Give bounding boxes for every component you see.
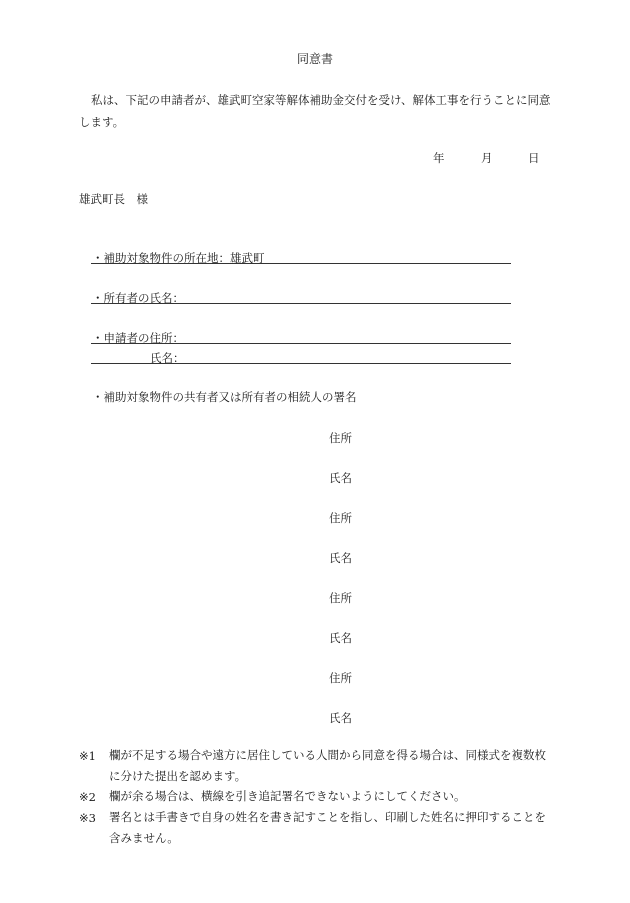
applicant-address-label: ・申請者の住所： (92, 331, 184, 345)
cosigner-heading: ・補助対象物件の共有者又は所有者の相続人の署名 (92, 390, 357, 404)
signature-address-label: 住所 (329, 591, 352, 605)
note-text: 欄が余る場合は、横線を引き追記署名できないようにしてください。 (109, 789, 466, 803)
note-text: 署名とは手書きで自身の姓名を書き記すことを指し、印刷した姓名に押印することを含みません。 (109, 810, 546, 845)
owner-name-line (91, 303, 511, 304)
consent-statement: 私は、下記の申請者が、雄武町空家等解体補助金交付を受け、解体工事を行うことに同意します。 (79, 93, 551, 129)
signature-name-label: 氏名 (329, 471, 352, 485)
note-text: 欄が不足する場合や遠方に居住している人間から同意を得る場合は、同様式を複数枚に分けた提出を認めます。 (109, 748, 546, 783)
date-month-label: 月 (481, 151, 493, 165)
note-mark: ※1 (79, 749, 96, 763)
signature-name-label: 氏名 (329, 631, 352, 645)
document-title: 同意書 (296, 52, 333, 66)
applicant-address-line (91, 343, 511, 344)
date-year-label: 年 (433, 151, 445, 165)
applicant-name-line (91, 363, 511, 364)
date-day-label: 日 (528, 151, 540, 165)
signature-name-label: 氏名 (329, 551, 352, 565)
applicant-name-label: 氏名： (150, 351, 185, 365)
property-location-line (91, 263, 511, 264)
signature-name-label: 氏名 (329, 711, 352, 725)
property-location-label: ・補助対象物件の所在地：雄武町 (92, 251, 265, 265)
owner-name-label: ・所有者の氏名： (92, 291, 184, 305)
signature-address-label: 住所 (329, 511, 352, 525)
signature-address-label: 住所 (329, 431, 352, 445)
addressee: 雄武町長 様 (79, 192, 148, 206)
signature-address-label: 住所 (329, 671, 352, 685)
note-mark: ※2 (79, 790, 96, 804)
note-mark: ※3 (79, 811, 96, 825)
